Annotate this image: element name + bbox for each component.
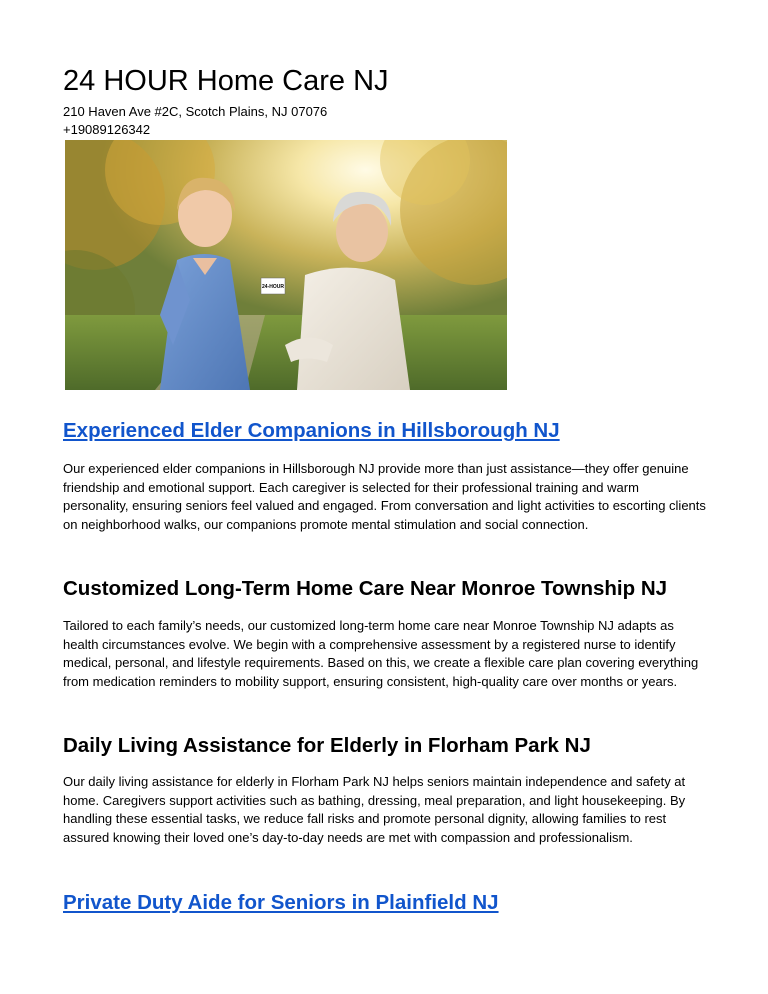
section-heading-hillsborough[interactable] [63, 418, 560, 444]
section-body-monroe: Tailored to each family’s needs, our customized long‑term home care near Monroe Township NJ adapts as health circumstances evolve. We begin with a comprehensive assessment by a registered nurse to identify medical, personal, and lifestyle requirements. Based on this, we create a flexible care plan covering everything from medication reminders to mobility support, ensuring consistent, high‑quality care over months or years. [63, 618, 699, 689]
business-address: 210 Haven Ave #2C, Scotch Plains, NJ 07076 [63, 104, 328, 119]
section-heading-monroe: Customized Long-Term Home Care Near Monroe Township NJ [63, 577, 668, 600]
caregiver-photo [65, 140, 507, 390]
section-heading-plainfield[interactable] [63, 890, 499, 916]
section-body-hillsborough: Our experienced elder companions in Hillsborough NJ provide more than just assistance—they offer genuine friendship and emotional support. Each caregiver is selected for their professional training and warm personality, ensuring seniors feel valued and engaged. From conversation and light activities to escorting clients on neighborhood walks, our companions promote mental stimulation and social connection. [63, 461, 706, 532]
section-body-florham-park: Our daily living assistance for elderly in Florham Park NJ helps seniors maintain independence and safety at home. Caregivers support activities such as bathing, dressing, meal preparation, and light housekeeping. By handling these essential tasks, we reduce fall risks and promote personal dignity, allowing families to rest assured knowing their loved one’s day‑to‑day needs are met with compassion and professionalism. [63, 774, 686, 845]
section-heading-florham-park: Daily Living Assistance for Elderly in Florham Park NJ [63, 734, 591, 757]
section-heading-link[interactable]: Experienced Elder Companions in Hillsborough NJ [63, 419, 560, 442]
business-phone: +19089126342 [63, 122, 151, 137]
page-title: 24 HOUR Home Care NJ [63, 65, 389, 97]
name-badge-text: 24-HOUR [262, 284, 284, 290]
section-heading-link[interactable]: Private Duty Aide for Seniors in Plainfield NJ [63, 891, 499, 914]
